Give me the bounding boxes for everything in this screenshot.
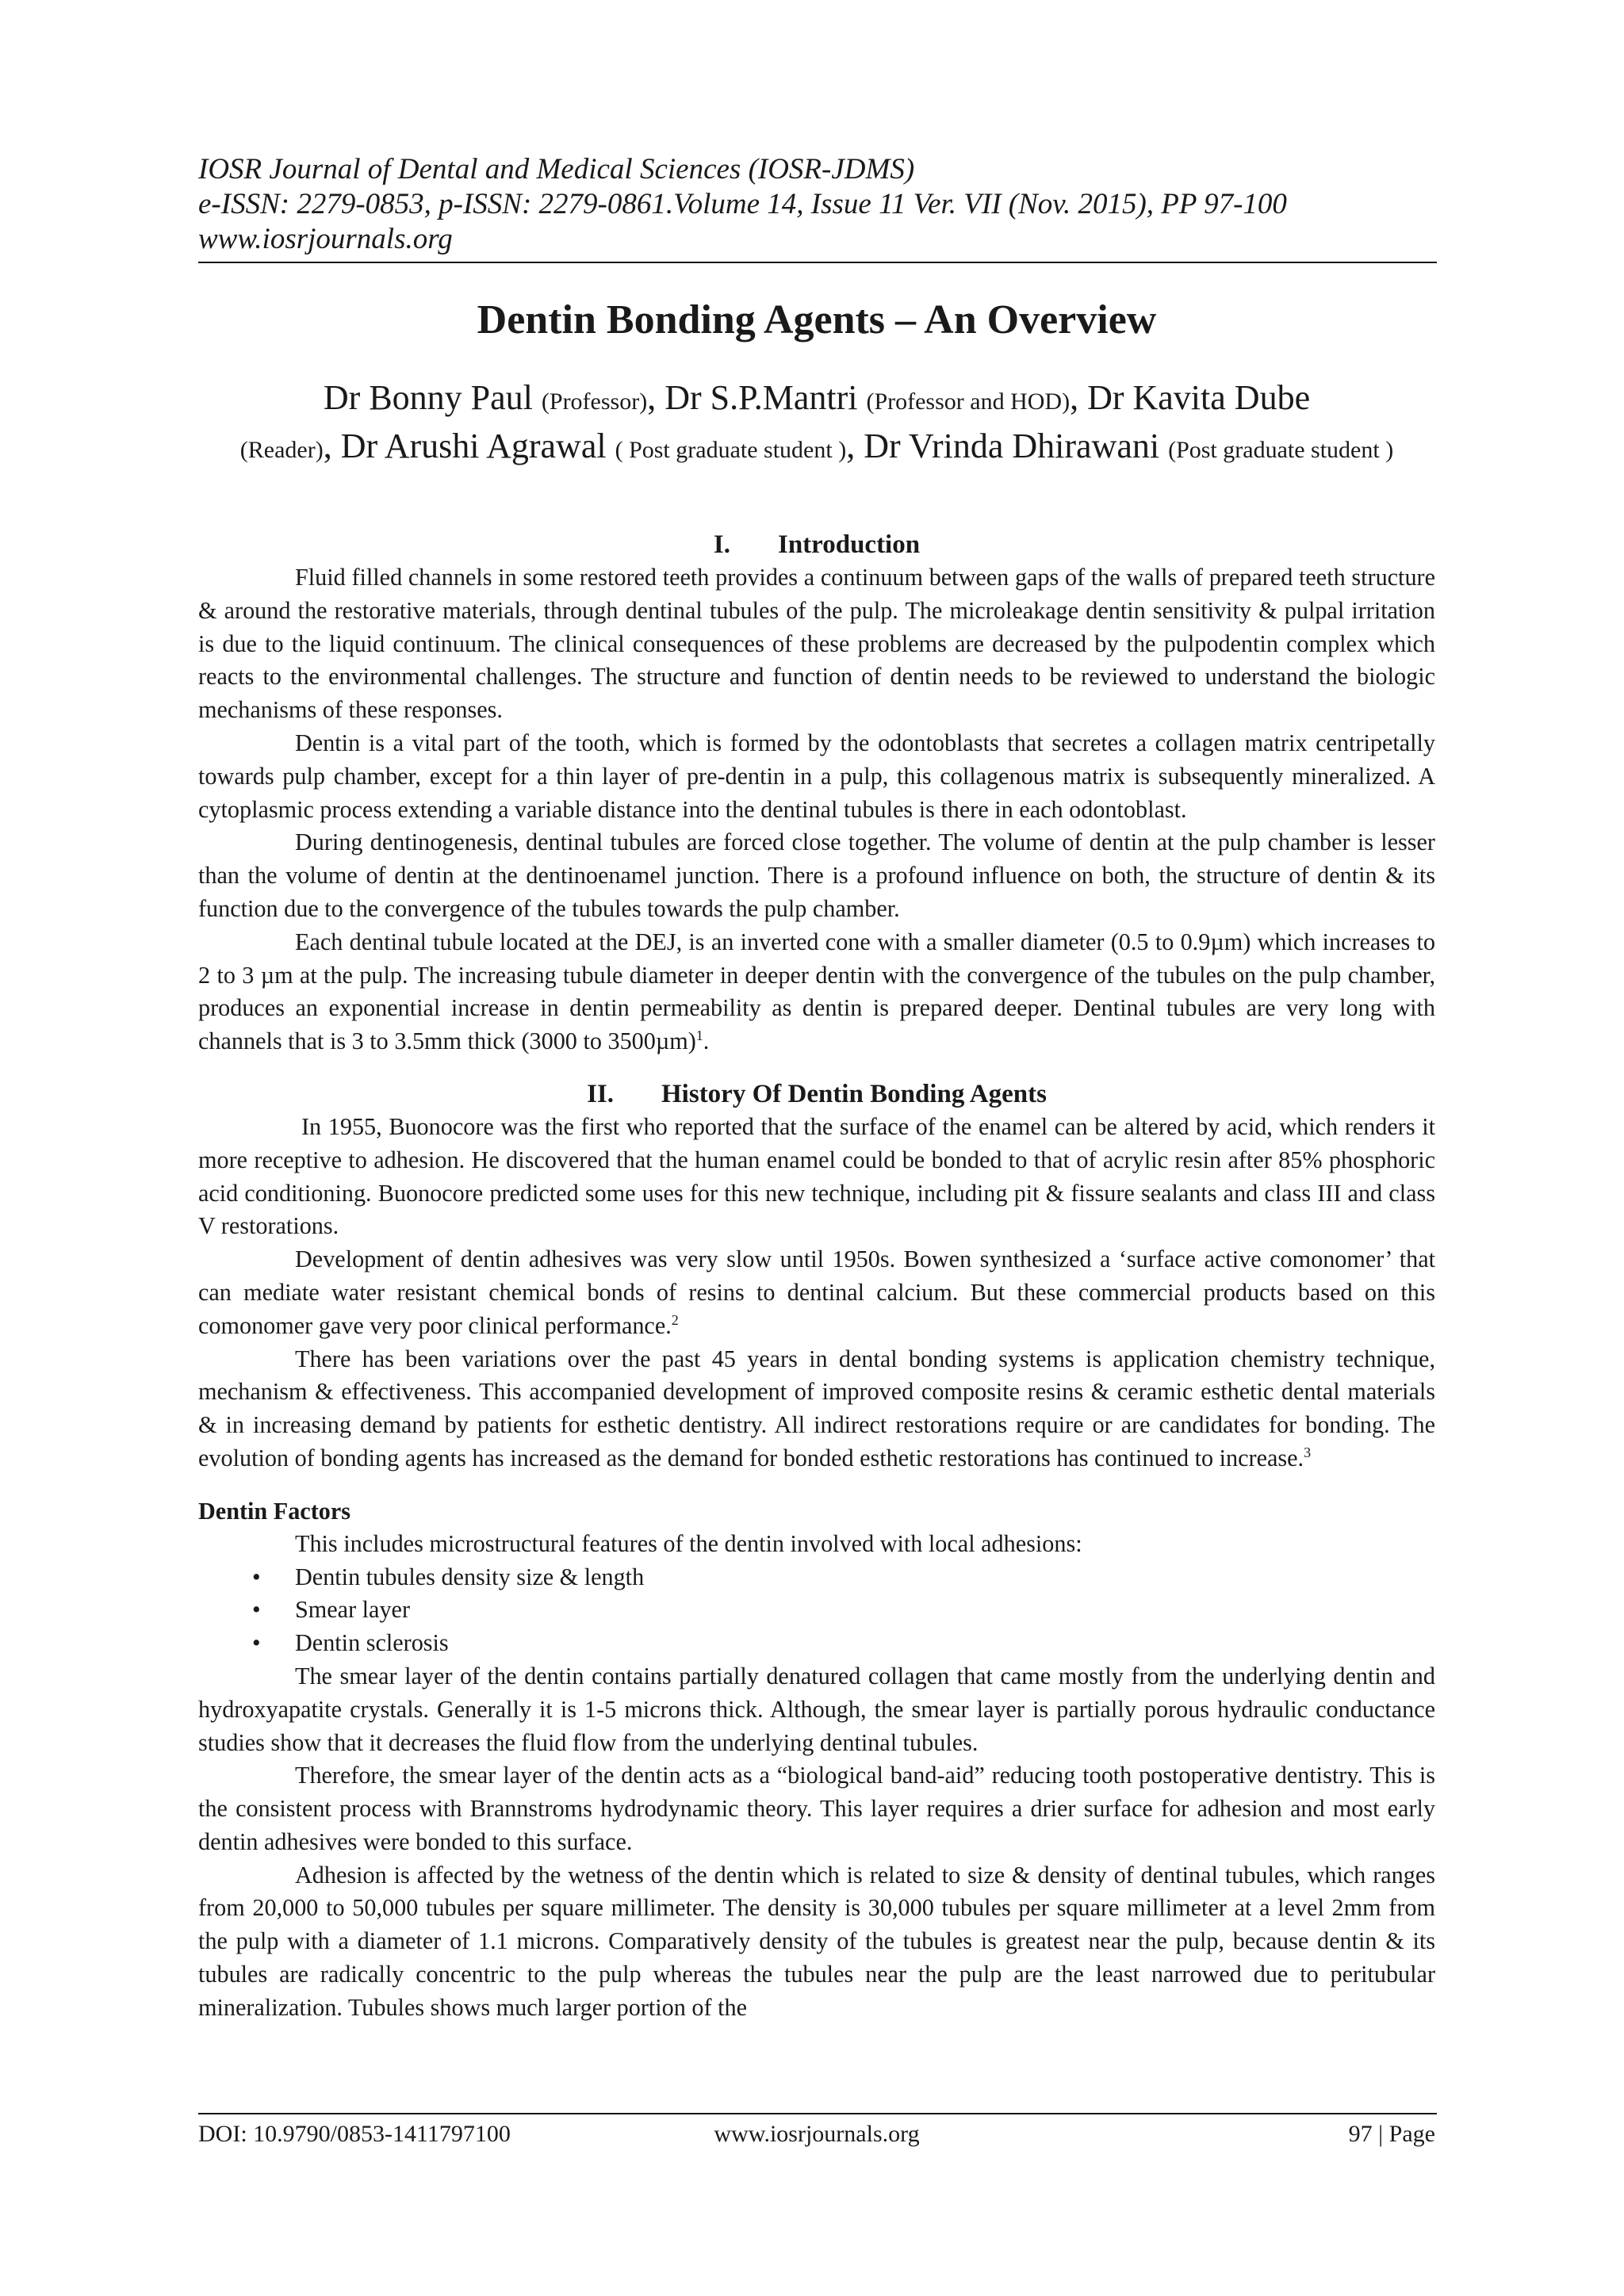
author-name: Dr Vrinda Dhirawani xyxy=(864,427,1160,465)
author-role: (Professor and HOD) xyxy=(866,388,1071,415)
author-name: Dr S.P.Mantri xyxy=(665,378,858,417)
footer-doi: DOI: 10.9790/0853-1411797100 xyxy=(198,2121,511,2147)
bullet-icon: • xyxy=(252,1596,261,1624)
author-separator: , xyxy=(647,378,657,417)
author-name: Dr Arushi Agrawal xyxy=(340,427,607,465)
history-paragraph-2-text: Development of dentin adhesives was very slow until 1950s. Bowen synthesized a ‘surface active comonomer’ that can mediate water resistant chemical bonds of resins to dentinal calcium. But these commercial products based on this comonomer gave very poor clinical performance. xyxy=(198,1246,1435,1339)
section-title: Introduction xyxy=(777,530,921,559)
journal-name: IOSR Journal of Dental and Medical Sciences (IOSR-JDMS) xyxy=(198,153,915,186)
author-name: Dr Bonny Paul xyxy=(323,378,533,417)
author-separator: , xyxy=(846,427,856,465)
bullet-icon: • xyxy=(252,1563,261,1590)
history-paragraph-3 xyxy=(198,1343,1435,1475)
section-number: I. xyxy=(713,530,730,559)
history-paragraph-2 xyxy=(198,1243,1435,1342)
footer-page-number: 97 | Page xyxy=(1348,2121,1435,2147)
author-list xyxy=(198,376,1435,473)
list-item xyxy=(198,1594,1435,1627)
dentin-factors-lead: This includes microstructural features of the dentin involved with local adhesions: xyxy=(295,1529,1082,1557)
intro-paragraph-1: Fluid filled channels in some restored teeth provides a continuum between gaps of the walls of prepared teeth structure & around the restorative materials, through dentinal tubules of the pulp. The microleakage dentin sensitivity & pulpal irritation is due to the liquid continuum. The clinical consequences of these problems are decreased by the pulpodentin complex which reacts to the environmental challenges. The structure and function of dentin needs to be reviewed to understand the biologic mechanisms of these responses. xyxy=(198,564,1435,724)
author-role: ( Post graduate student ) xyxy=(615,437,847,463)
citation-ref: 2 xyxy=(671,1311,679,1328)
section-heading-introduction xyxy=(198,528,1435,561)
header-rule xyxy=(198,262,1437,263)
history-paragraph-3-text: There has been variations over the past 45 years in dental bonding systems is application chemistry technique, mechanism & effectiveness. This accompanied development of improved composite resins & ceramic esthetic dental materials & in increasing demand by patients for esthetic dentistry. All indirect restorations require or are candidates for bonding. The evolution of bonding agents has increased as the demand for bonded esthetic restorations has continued to increase. xyxy=(198,1345,1435,1471)
author-role: (Professor) xyxy=(541,388,648,415)
journal-issn: e-ISSN: 2279-0853, p-ISSN: 2279-0861.Volume 14, Issue 11 Ver. VII (Nov. 2015), PP 97-100 xyxy=(198,188,1287,220)
author-separator: , xyxy=(1070,378,1079,417)
list-item-text: Smear layer xyxy=(295,1596,410,1624)
bullet-icon: • xyxy=(252,1629,261,1657)
journal-website: www.iosrjournals.org xyxy=(198,223,453,255)
list-item-text: Dentin sclerosis xyxy=(295,1629,449,1657)
journal-header xyxy=(198,152,1435,257)
intro-paragraph-4-text: Each dentinal tubule located at the DEJ, is an inverted cone with a smaller diameter (0.5 to 0.9µm) which increases to 2 to 3 µm at the pulp. The increasing tubule diameter in deeper dentin with the convergence of the tubules on the pulp chamber, produces an exponential increase in dentin permeability as dentin is prepared deeper. Dentinal tubules are very long with channels that is 3 to 3.5mm thick (3000 to 3500µm) xyxy=(198,928,1435,1055)
dentin-factors-paragraph-1: The smear layer of the dentin contains partially denatured collagen that came mostly from the underlying dentin and hydroxyapatite crystals. Generally it is 1-5 microns thick. Although, the smear layer is partially porous hydraulic conductance studies show that it decreases the fluid flow from the underlying dentinal tubules. xyxy=(198,1662,1435,1756)
citation-ref: 1 xyxy=(695,1027,703,1044)
section-title: History Of Dentin Bonding Agents xyxy=(661,1079,1047,1108)
intro-paragraph-4-tail: . xyxy=(703,1027,710,1055)
history-paragraph-1: In 1955, Buonocore was the first who reported that the surface of the enamel can be altered by acid, which renders it more receptive to adhesion. He discovered that the human enamel could be bonded to that of acrylic resin after 85% phosphoric acid conditioning. Buonocore predicted some uses for this new technique, including pit & fissure sealants and class III and class V restorations. xyxy=(198,1112,1435,1240)
intro-paragraph-2: Dentin is a vital part of the tooth, which is formed by the odontoblasts that secretes a collagen matrix centripetally towards pulp chamber, except for a thin layer of pre-dentin in a pulp, this collagenous matrix is subsequently mineralized. A cytoplasmic process extending a variable distance into the dentinal tubules is there in each odontoblast. xyxy=(198,729,1435,823)
list-item xyxy=(198,1627,1435,1660)
paper-body xyxy=(198,528,1435,2025)
section-heading-history xyxy=(198,1077,1435,1111)
author-separator: , xyxy=(323,427,332,465)
dentin-factors-list xyxy=(198,1561,1435,1660)
author-name: Dr Kavita Dube xyxy=(1087,378,1311,417)
list-item-text: Dentin tubules density size & length xyxy=(295,1563,645,1590)
dentin-factors-paragraph-3: Adhesion is affected by the wetness of the dentin which is related to size & density of dentinal tubules, which ranges from 20,000 to 50,000 tubules per square millimeter. The density is 30,000 tubules per square millimeter at a level 2mm from the pulp with a diameter of 1.1 microns. Comparatively density of the tubules is greatest near the pulp, because dentin & its tubules are radically concentric to the pulp whereas the tubules near the pulp are the least narrowed due to peritubular mineralization. Tubules shows much larger portion of the xyxy=(198,1861,1435,2021)
list-item xyxy=(198,1561,1435,1594)
paper-title: Dentin Bonding Agents – An Overview xyxy=(477,297,1157,342)
footer-website: www.iosrjournals.org xyxy=(714,2121,920,2147)
subsection-heading-dentin-factors: Dentin Factors xyxy=(198,1497,350,1525)
dentin-factors-paragraph-2: Therefore, the smear layer of the dentin acts as a “biological band-aid” reducing tooth postoperative dentistry. This is the consistent process with Brannstroms hydrodynamic theory. This layer requires a drier surface for adhesion and most early dentin adhesives were bonded to this surface. xyxy=(198,1762,1435,1855)
author-role: (Reader) xyxy=(239,437,324,463)
citation-ref: 3 xyxy=(1304,1444,1312,1460)
intro-paragraph-3: During dentinogenesis, dentinal tubules are forced close together. The volume of dentin at the pulp chamber is lesser than the volume of dentin at the dentinoenamel junction. There is a profound influence on both, the structure of dentin & its function due to the convergence of the tubules towards the pulp chamber. xyxy=(198,828,1435,922)
author-role: (Post graduate student ) xyxy=(1168,437,1394,463)
footer-rule xyxy=(198,2113,1437,2114)
intro-paragraph-4 xyxy=(198,926,1435,1058)
section-number: II. xyxy=(587,1079,615,1108)
